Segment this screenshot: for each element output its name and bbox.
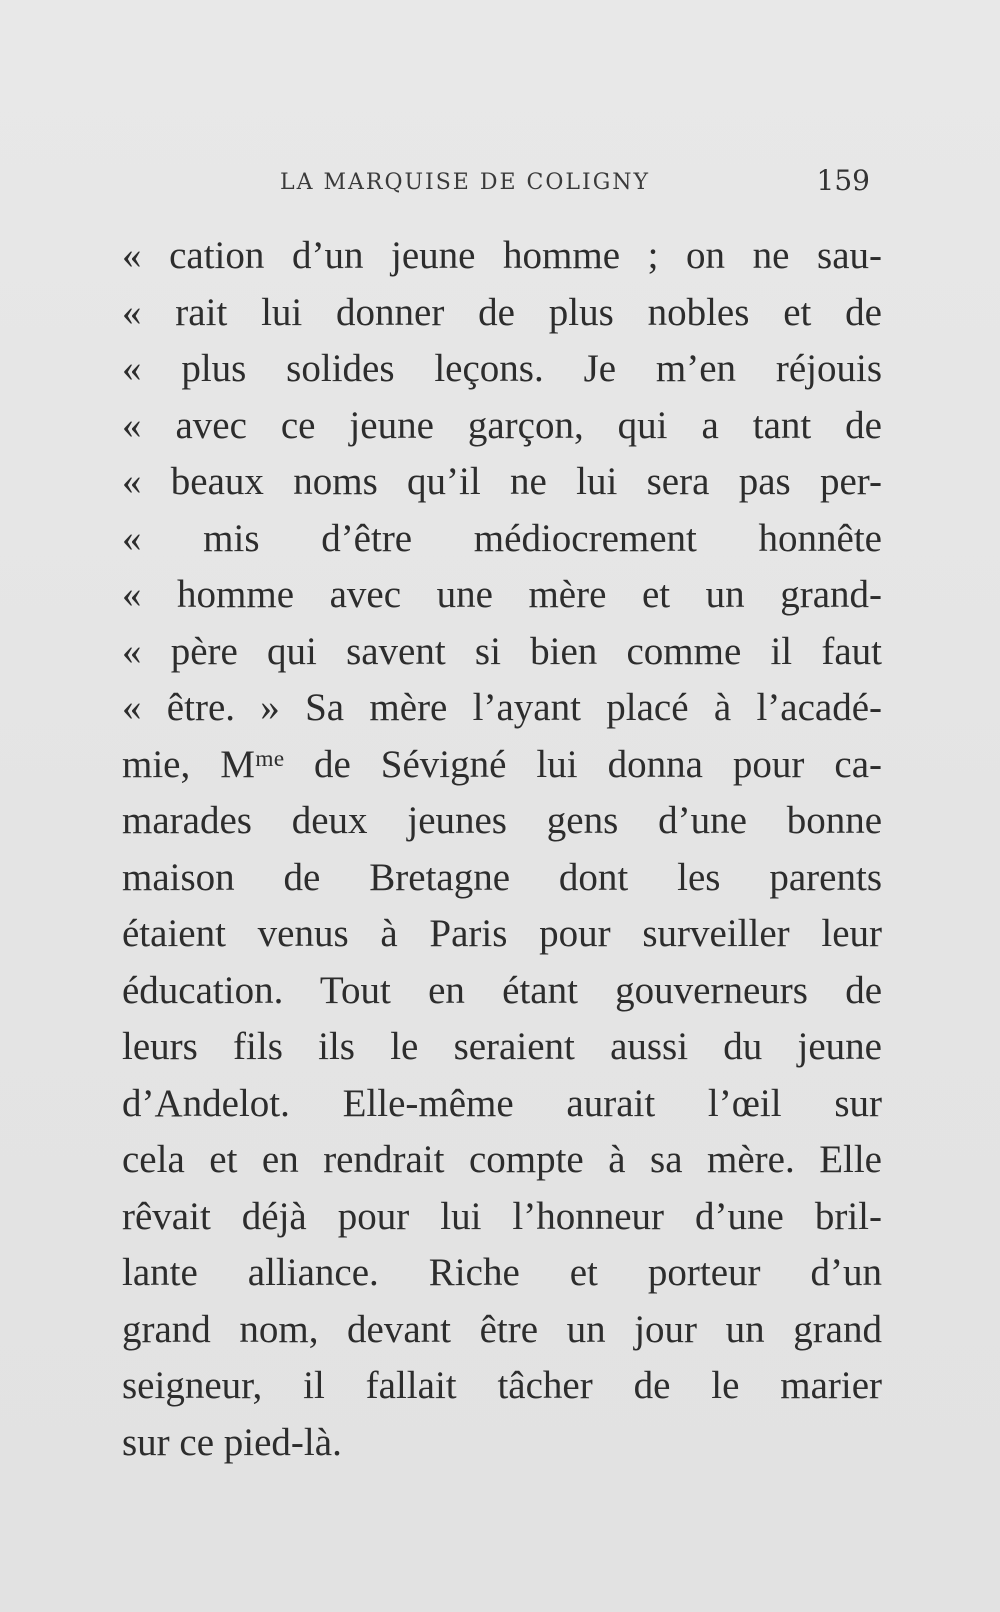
text-line: lante alliance. Riche et porteur d’un xyxy=(122,1251,882,1294)
text-line: d’Andelot. Elle-même aurait l’œil sur xyxy=(122,1081,882,1125)
body-text xyxy=(122,228,882,1471)
text-line: étaient venus à Paris pour surveiller leur xyxy=(122,912,882,955)
text-line: sur ce pied-là. xyxy=(122,1420,342,1464)
running-header xyxy=(110,164,870,204)
text-line: cela et en rendrait compte à sa mère. Elle xyxy=(122,1138,882,1181)
text-line: « être. » Sa mère l’ayant placé à l’acadé- xyxy=(122,686,882,729)
text-line: « avec ce jeune garçon, qui a tant de xyxy=(122,403,882,447)
text-line: « beaux noms qu’il ne lui sera pas per- xyxy=(122,460,882,503)
text-line: éducation. Tout en étant gouverneurs de xyxy=(122,968,882,1012)
text-line: mie, Mᵐᵉ de Sévigné lui donna pour ca- xyxy=(122,742,882,786)
text-line: « mis d’être médiocrement honnête xyxy=(122,516,882,560)
text-line: marades deux jeunes gens d’une bonne xyxy=(122,799,882,842)
text-line: « homme avec une mère et un grand- xyxy=(122,573,882,616)
text-line: seigneur, il fallait tâcher de le marier xyxy=(122,1364,882,1407)
text-line: « père qui savent si bien comme il faut xyxy=(122,629,882,673)
text-line: « rait lui donner de plus nobles et de xyxy=(122,290,882,334)
page-number: 159 xyxy=(816,164,870,197)
text-line: maison de Bretagne dont les parents xyxy=(122,855,882,899)
text-line: rêvait déjà pour lui l’honneur d’une bril- xyxy=(122,1194,882,1238)
text-line: « cation d’un jeune homme ; on ne sau- xyxy=(122,234,882,277)
text-line: leurs fils ils le seraient aussi du jeune xyxy=(122,1025,882,1068)
text-line: « plus solides leçons. Je m’en réjouis xyxy=(122,347,882,390)
text-line: grand nom, devant être un jour un grand xyxy=(122,1307,882,1351)
running-title: LA MARQUISE DE COLIGNY xyxy=(280,170,651,195)
